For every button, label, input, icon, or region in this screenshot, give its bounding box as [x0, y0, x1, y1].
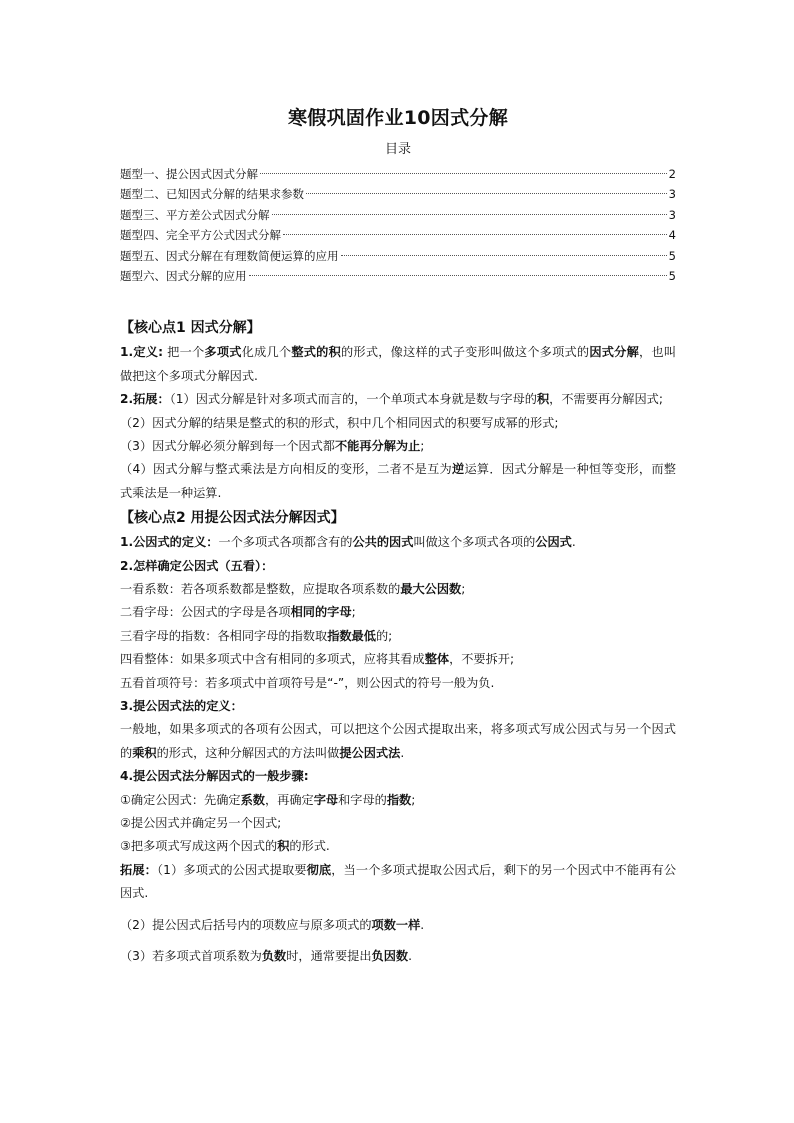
toc-dot-leader: [283, 234, 667, 235]
core1-definition: [120, 341, 676, 388]
toc-entry-label: 题型三、平方差公式因式分解: [120, 207, 270, 222]
toc-entry-page: 3: [668, 207, 676, 222]
text-run: 化成几个: [241, 345, 292, 360]
text-run: 把一个: [163, 345, 205, 360]
text-run: （3）因式分解必须分解到每一个因式都: [120, 438, 335, 453]
bold-term: 系数: [240, 792, 265, 807]
text-run: 叫做这个多项式各项的: [413, 535, 536, 550]
core2-how-heading: 2.怎样确定公因式（五看）：: [120, 558, 274, 573]
document-content: [120, 104, 676, 969]
text-run: 的形式.: [289, 839, 330, 854]
section-heading-core1: 【核心点1 因式分解】: [120, 320, 261, 337]
text-run: ;: [351, 605, 356, 620]
bold-term: 彻底: [306, 862, 332, 877]
toc-heading: 目录: [384, 142, 411, 157]
toc-entry-3[interactable]: [120, 205, 676, 225]
toc-entry-1[interactable]: [120, 164, 676, 184]
table-of-contents: [120, 164, 676, 286]
text-run: ，当一个多项式提取公因式后，剩下的另一个因式中不能再有公因式.: [120, 862, 677, 901]
core2-method-heading: 3.提公因式法的定义：: [120, 699, 243, 714]
bold-term: 积: [536, 392, 550, 407]
toc-dot-leader: [260, 173, 667, 174]
toc-entry-6[interactable]: [120, 266, 676, 286]
toc-entry-label: 题型一、提公因式因式分解: [120, 167, 258, 181]
text-run: 一般地，如果多项式的各项有公因式，可以把这个公因式提取出来，将多项式写成公因式与另一个因式的: [120, 722, 676, 760]
toc-entry-page: 5: [668, 268, 676, 283]
bold-term: 乘积: [132, 745, 157, 760]
section-heading-core2: 【核心点2 用提公因式法分解因式】: [120, 510, 345, 527]
text-run: ;: [411, 792, 416, 807]
toc-dot-leader: [306, 193, 667, 194]
text-run: 三看字母的指数：各相同字母的指数取: [120, 628, 328, 643]
text-run: （2）提公因式后括号内的项数应与原多项式的: [120, 917, 372, 932]
core2-extension-3: [120, 945, 676, 968]
core2-steps-heading: 4.提公因式法分解因式的一般步骤:: [120, 769, 309, 784]
text-run: （1）多项式的公因式提取要: [156, 862, 307, 877]
core1-ext-lead: 2.拓展：: [120, 392, 170, 407]
core1-point-2: （2）因式分解的结果是整式的积的形式，积中几个相同因式的积要写成幂的形式;: [120, 415, 559, 430]
text-run: .: [571, 535, 576, 550]
bold-term: 逆: [451, 462, 465, 477]
bold-term: 指数最低: [327, 628, 376, 643]
core2-extension-2: [120, 914, 676, 937]
bold-term: 多项式: [204, 345, 242, 360]
toc-dot-leader: [272, 214, 667, 215]
toc-dot-leader: [249, 275, 667, 276]
toc-entry-page: 3: [668, 187, 676, 202]
core2-step-2: ②提公因式并确定另一个因式;: [120, 816, 282, 831]
core1-point-3: [120, 435, 676, 458]
core1-extension: [120, 388, 676, 411]
text-run: .: [400, 745, 405, 760]
bold-term: 整体: [424, 652, 450, 667]
text-run: 时，通常要提出: [286, 949, 372, 964]
core2-extension: [120, 859, 676, 906]
toc-entry-2[interactable]: [120, 184, 676, 204]
text-run: 的;: [375, 628, 393, 643]
toc-entry-5[interactable]: [120, 246, 676, 266]
text-run: ;: [461, 582, 466, 596]
core2-look-2: [120, 601, 676, 624]
toc-entry-page: 5: [668, 248, 676, 263]
bold-term: 积: [277, 839, 290, 854]
bold-term: 负因数: [371, 949, 409, 964]
bold-term: 因式分解: [589, 345, 640, 360]
text-run: （1）因式分解是针对多项式而言的，一个单项式本身就是数与字母的: [169, 392, 537, 407]
core2-look-3: [120, 625, 676, 648]
text-run: ;: [420, 438, 425, 453]
text-run: 二看字母：公因式的字母是各项: [120, 605, 291, 620]
bold-term: 项数一样: [371, 917, 421, 932]
core2-look-4: [120, 648, 676, 671]
core2-ext-lead: 拓展：: [120, 862, 157, 877]
toc-entry-label: 题型五、因式分解在有理数简便运算的应用: [120, 248, 339, 263]
text-run: ③把多项式写成这两个因式的: [120, 839, 278, 854]
document-title: 寒假巩固作业10因式分解: [287, 107, 509, 129]
text-run: 四看整体：如果多项式中含有相同的多项式，应将其看成: [120, 652, 425, 667]
text-run: （4）因式分解与整式乘法是方向相反的变形，二者不是互为: [120, 462, 452, 477]
bold-term: 提公因式法: [339, 745, 401, 760]
text-run: ，再确定: [265, 792, 314, 807]
text-run: ，不要拆开;: [449, 652, 515, 667]
toc-entry-label: 题型四、完全平方公式因式分解: [120, 228, 281, 243]
bold-term: 指数: [386, 792, 412, 807]
toc-entry-4[interactable]: [120, 225, 676, 245]
toc-dot-leader: [341, 255, 667, 256]
text-run: 的形式，这种分解因式的方法叫做: [156, 745, 340, 760]
core1-def-lead: 1.定义:: [120, 345, 164, 360]
bold-term: 不能再分解为止: [334, 438, 421, 453]
core2-look-1: [120, 578, 676, 601]
bold-term: 公因式: [535, 535, 572, 550]
toc-entry-page: 2: [668, 167, 676, 181]
text-run: 和字母的: [338, 792, 387, 807]
text-run: 一看系数：若各项系数都是整数，应提取各项系数的: [120, 582, 401, 596]
text-run: ①确定公因式：先确定: [120, 792, 241, 807]
text-run: （3）若多项式首项系数为: [120, 949, 262, 964]
core2-look-5: 五看首项符号：若多项式中首项符号是“-”，则公因式的符号一般为负.: [120, 675, 495, 690]
core2-step-1: [120, 789, 676, 812]
bold-term: 负数: [261, 949, 287, 964]
core2-definition: [120, 531, 676, 554]
bold-term: 整式的积: [291, 345, 341, 360]
bold-term: 公共的因式: [352, 535, 414, 550]
text-run: ，也叫做把这个多项式分解因式.: [120, 345, 677, 383]
toc-entry-label: 题型二、已知因式分解的结果求参数: [120, 187, 304, 202]
text-run: 的形式，像这样的式子变形叫做这个多项式的: [341, 345, 590, 360]
core1-point-4: [120, 458, 676, 505]
text-run: .: [420, 917, 425, 932]
toc-entry-label: 题型六、因式分解的应用: [120, 268, 247, 283]
core2-step-3: [120, 835, 676, 858]
core2-def-lead: 1.公因式的定义：: [120, 535, 219, 550]
text-run: 一个多项式各项都含有的: [218, 535, 353, 550]
bold-term: 相同的字母: [290, 605, 352, 620]
text-run: ，不需要再分解因式;: [549, 392, 663, 407]
toc-entry-page: 4: [668, 228, 676, 243]
bold-term: 最大公因数: [400, 582, 462, 596]
core2-method: [120, 718, 676, 765]
bold-term: 字母: [313, 792, 339, 807]
text-run: .: [408, 949, 412, 964]
text-run: 运算．因式分解是一种恒等变形，而整式乘法是一种运算.: [120, 462, 676, 500]
